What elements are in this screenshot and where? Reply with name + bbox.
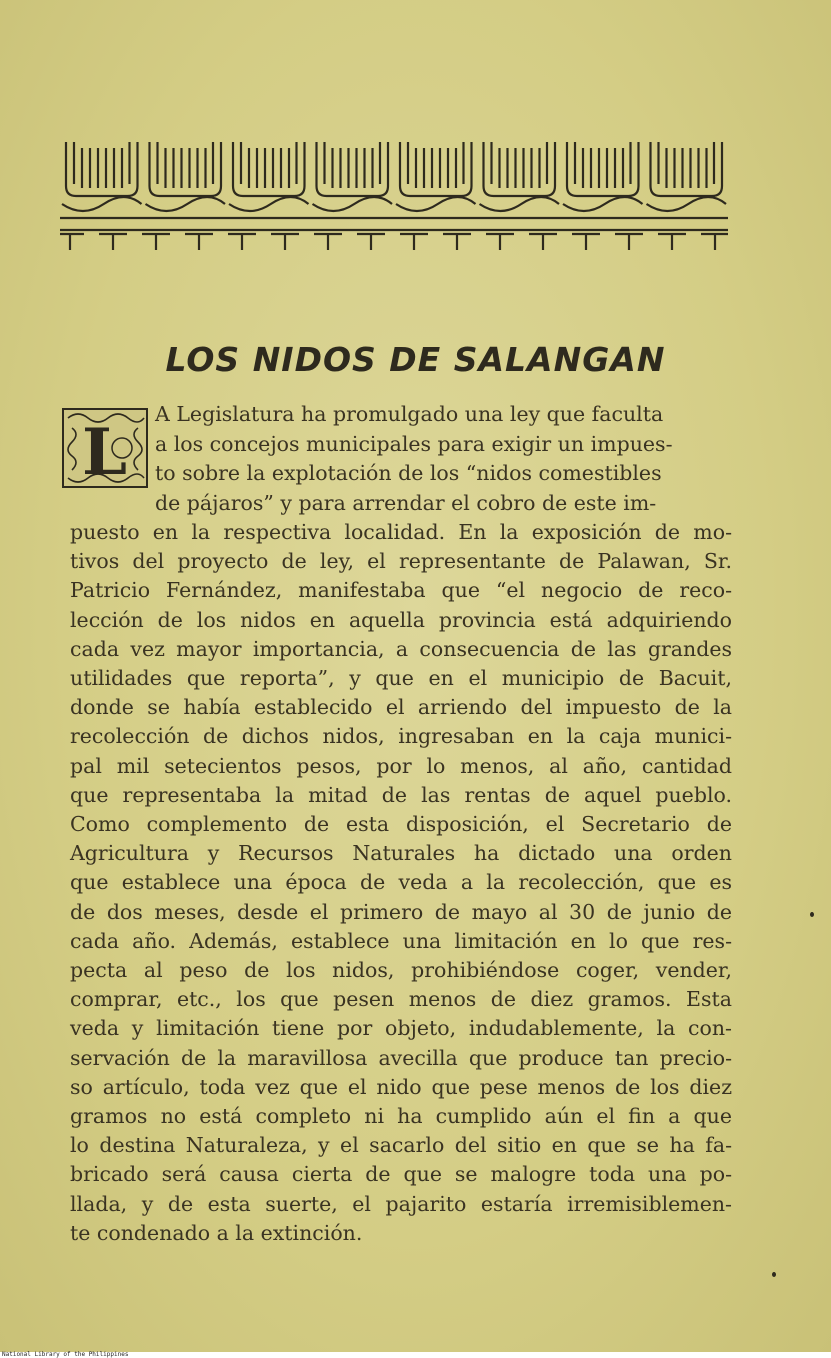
text-line: llada, y de esta suerte, el pajarito estaría irremisiblemen-: [70, 1191, 732, 1216]
text-line: veda y limitación tiene por objeto, indudablemente, la con-: [70, 1016, 732, 1041]
text-line: cada año. Además, establece una limitación en lo que res-: [70, 928, 732, 953]
ornament-pendant: [271, 234, 299, 250]
ornament-pendant: [615, 234, 643, 250]
dropcap-letter: L: [82, 415, 127, 488]
ornament-pendant: [658, 234, 686, 250]
ornament-pendant: [314, 234, 342, 250]
text-line: que representaba la mitad de las rentas de aquel pueblo.: [70, 782, 732, 807]
ornament-unit: [313, 142, 393, 211]
text-line: recolección de dichos nidos, ingresaban en la caja munici-: [70, 724, 732, 749]
text-line: donde se había establecido el arriendo del impuesto de la: [70, 695, 732, 720]
ornament-pendant: [400, 234, 428, 250]
text-line: puesto en la respectiva localidad. En la exposición de mo-: [70, 520, 732, 544]
speck: [772, 1272, 776, 1277]
ornament-pendant: [99, 234, 127, 250]
text-line: Patricio Fernández, manifestaba que “el negocio de reco-: [70, 578, 732, 603]
ornament-pendant: [701, 234, 728, 250]
ornament-unit: [62, 142, 142, 211]
ornament-pendant: [443, 234, 471, 250]
text-line: servación de la maravillosa avecilla que produce tan precio-: [70, 1045, 732, 1070]
ornamental-dropcap: [62, 408, 148, 488]
text-line: so artículo, toda vez que el nido que pese menos de los diez: [70, 1074, 732, 1099]
ornament-pendant: [60, 234, 84, 250]
text-line: lo destina Naturaleza, y el sacarlo del sitio en que se ha fa-: [70, 1133, 732, 1158]
ornament-pendant: [529, 234, 557, 250]
text-line: pecta al peso de los nidos, prohibiéndose coger, vender,: [70, 958, 732, 983]
ornament-rule: [60, 218, 728, 230]
text-line: a los concejos municipales para exigir un impues-: [155, 431, 673, 456]
text-line: que establece una época de veda a la recolección, que es: [70, 870, 732, 895]
footer-credit: National Library of the Philippines: [2, 1351, 129, 1358]
text-line: comprar, etc., los que pesen menos de diez gramos. Esta: [70, 987, 732, 1012]
text-line: gramos no está completo ni ha cumplido aún el fin a que: [70, 1104, 732, 1129]
text-line: tivos del proyecto de ley, el representante de Palawan, Sr.: [70, 549, 732, 574]
ornament-unit: [647, 142, 727, 211]
ornament-pendant: [572, 234, 600, 250]
text-line: Agricultura y Recursos Naturales ha dictado una orden: [70, 841, 732, 866]
ornament-pendant: [486, 234, 514, 250]
text-line: de dos meses, desde el primero de mayo al 30 de junio de: [70, 899, 732, 924]
text-line: utilidades que reporta”, y que en el municipio de Bacuit,: [70, 666, 732, 691]
text-line: pal mil setecientos pesos, por lo menos, al año, cantidad: [70, 753, 732, 778]
ornament-unit: [229, 142, 309, 211]
ornament-unit: [396, 142, 476, 211]
ornament-pendant: [228, 234, 256, 250]
ornament-unit: [563, 142, 643, 211]
text-line: te condenado a la extinción.: [70, 1220, 363, 1245]
article-body: [70, 518, 732, 1248]
text-line: lección de los nidos en aquella provincia está adquiriendo: [70, 607, 732, 632]
text-line: de pájaros” y para arrendar el cobro de este im-: [155, 490, 657, 515]
decorative-header-ornament: [60, 134, 728, 264]
ornament-pendant: [357, 234, 385, 250]
text-line: bricado será causa cierta de que se malogre toda una po-: [70, 1162, 732, 1187]
article-title: LOS NIDOS DE SALANGAN: [165, 340, 666, 379]
ornament-unit: [480, 142, 560, 211]
text-line: A Legislatura ha promulgado una ley que faculta: [155, 402, 664, 426]
text-line: to sobre la explotación de los “nidos comestibles: [155, 461, 662, 485]
ornament-pendant: [142, 234, 170, 250]
first-paragraph-lines: [155, 400, 735, 518]
text-line: cada vez mayor importancia, a consecuencia de las grandes: [70, 636, 732, 661]
text-line: Como complemento de esta disposición, el Secretario de: [70, 812, 732, 837]
ornament-pendant: [185, 234, 213, 250]
speck: [810, 912, 814, 917]
ornament-unit: [146, 142, 226, 211]
